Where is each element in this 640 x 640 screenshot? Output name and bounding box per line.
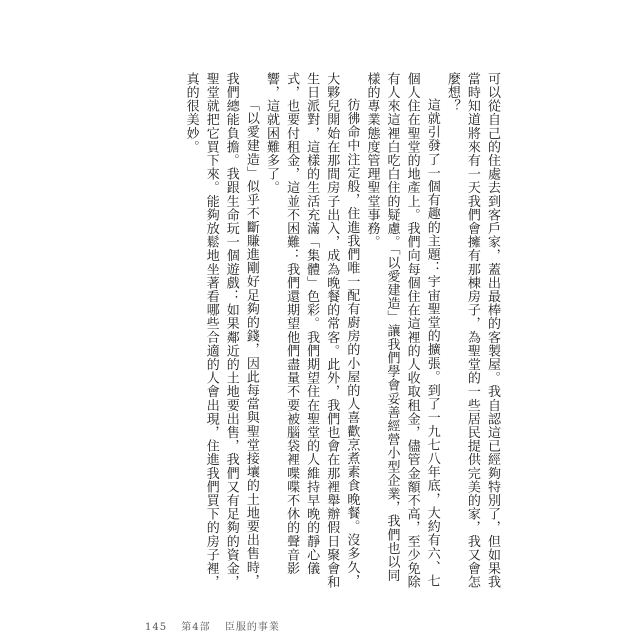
paragraph-1: 可以從自己的住處去到客戶家，蓋出最棒的客製屋。我自認這已經夠特別了，但如果我當時知道將來有一天我們會擁有那棟房子，為聖堂的一些居民提供完美的家，我又會怎麼想？ — [444, 72, 500, 589]
paragraph-4: 「以愛建造」似乎不斷賺進剛好足夠的錢，因此每當與聖堂接壤的土地要出售時，我們總能負擔。我跟生命玩一個遊戲：如果鄰近的土地要出售，我們又有足夠的資金，聖堂就把它買下來。能夠放鬆地坐著看哪些合適的人會出現，住進我們買下的房子裡，真的很美妙。 — [183, 72, 259, 589]
chapter-title: 臣服的事業 — [224, 622, 280, 633]
page-number: 145 — [145, 622, 168, 633]
paragraph-3: 彷彿命中注定般，住進我們唯一配有廚房的小屋的人喜歡烹煮素食晚餐。沒多久，大夥兒開始在那間房子出入，成為晚餐的常客。此外，我們也會在那裡舉辦假日聚會和生日派對，這樣的生活充滿「集體」色彩。我們期望住在聖堂的人維持早晚的靜心儀式，也要付租金，這並不困難：我們還期望他們盡量不要被腦袋裡喋喋不休的聲音影響，這就困難多了。 — [263, 72, 360, 589]
page-footer — [145, 618, 290, 633]
paragraph-2: 這就引發了一個有趣的主題：宇宙聖堂的擴張。到了一九七八年底，大約有六、七個人住在聖堂的地產上。我們向每個住在這裡的人收取租金，儘管金額不高，至少免除有人來這裡白吃白住的疑慮。「以愛建造」讓我們學會妥善經營小型企業，我們也以同樣的專業態度管理聖堂事務。 — [364, 72, 440, 589]
body-text — [181, 72, 503, 592]
part-label: 第4部 — [181, 622, 211, 633]
